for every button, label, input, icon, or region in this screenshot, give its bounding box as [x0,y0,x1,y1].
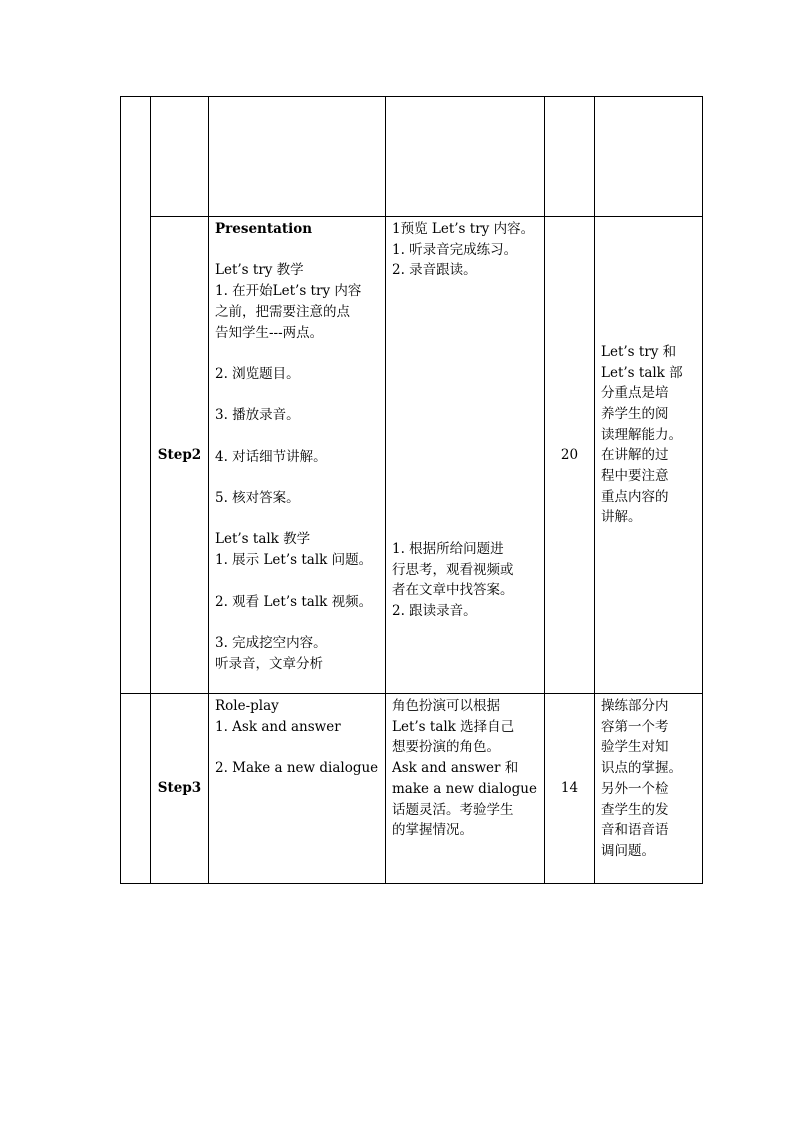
student-line: 2. 跟读录音。 [392,603,477,620]
list-item: 3. 播放录音。 [215,407,300,424]
student-line: 角色扮演可以根据 [392,698,500,714]
step-label: Step3 [151,694,209,884]
try-heading: Let’s try 教学 [215,262,304,279]
student-line: Ask and answer 和 [392,760,519,777]
student-line: 2. 录音跟读。 [392,262,477,279]
teacher-cell-empty [209,97,386,217]
design-line: 识点的掌握。 [601,760,682,777]
list-item: 1. 展示 Let’s talk 问题。 [215,552,373,569]
list-item: 5. 核对答案。 [215,490,300,507]
student-line: 行思考，观看视频或 [392,561,514,578]
lesson-plan-table [120,96,703,884]
list-item: 3. 完成挖空内容。 [215,634,327,651]
table-row-step2 [121,217,703,694]
try-item-line: 1. 在开始Let’s try 内容 [215,283,362,300]
design-line: 在讲解的过 [601,447,669,464]
design-cell-empty [595,97,703,217]
design-line: Let’s try 和 [601,343,677,360]
student-line: Let’s talk 选择自己 [392,718,515,735]
design-line: 读理解能力。 [601,426,682,443]
list-item: 1. Ask and answer [215,718,341,735]
student-line: make a new dialogue [392,780,537,797]
design-line: 程中要注意 [601,468,669,485]
design-line: 另外一个检 [601,780,669,797]
list-item: 听录音，文章分析 [215,655,323,672]
design-line: 养学生的阅 [601,405,669,422]
teacher-activity-cell [209,694,386,884]
list-item: 4. 对话细节讲解。 [215,448,327,465]
time-value: 20 [545,217,595,694]
design-line: 调问题。 [601,842,655,859]
design-line: 重点内容的 [601,488,669,505]
student-line: 话题灵活。考验学生 [392,801,514,818]
design-line: 操练部分内 [601,698,669,714]
student-cell-empty [386,97,545,217]
time-value: 14 [545,694,595,884]
list-item: 2. Make a new dialogue [215,760,379,777]
time-cell-empty [545,97,595,217]
design-intent-cell [595,217,703,694]
list-item: 2. 观看 Let’s talk 视频。 [215,593,373,610]
design-intent-cell [595,694,703,884]
student-line: 者在文章中找答案。 [392,582,514,599]
student-activity-cell [386,217,545,694]
design-line: 分重点是培 [601,385,669,402]
list-item: 2. 浏览题目。 [215,365,300,382]
section-title: Presentation [215,221,313,237]
student-line: 1预览 Let’s try 内容。 [392,221,535,237]
outer-column-cell [121,694,151,884]
teacher-activity-cell [209,217,386,694]
student-line: 1. 根据所给问题进 [392,541,504,557]
student-line: 的掌握情况。 [392,822,473,839]
student-line: 1. 听录音完成练习。 [392,241,518,258]
design-line: 音和语音语 [601,822,669,839]
design-line: 讲解。 [601,509,642,526]
outer-column-cell [121,97,151,694]
table-row-step3 [121,694,703,884]
talk-heading: Let’s talk 教学 [215,531,311,548]
try-item-line: 告知学生---两点。 [215,324,324,341]
design-line: 容第一个考 [601,718,669,735]
section-title: Role-play [215,698,279,714]
design-line: Let’s talk 部 [601,364,683,381]
try-item-line: 之前，把需要注意的点 [215,303,350,320]
step-label: Step2 [151,217,209,694]
table-row-empty [121,97,703,217]
student-line: 想要扮演的角色。 [392,739,500,756]
design-line: 查学生的发 [601,801,669,818]
design-line: 验学生对知 [601,739,669,756]
step-cell-empty [151,97,209,217]
student-activity-cell [386,694,545,884]
